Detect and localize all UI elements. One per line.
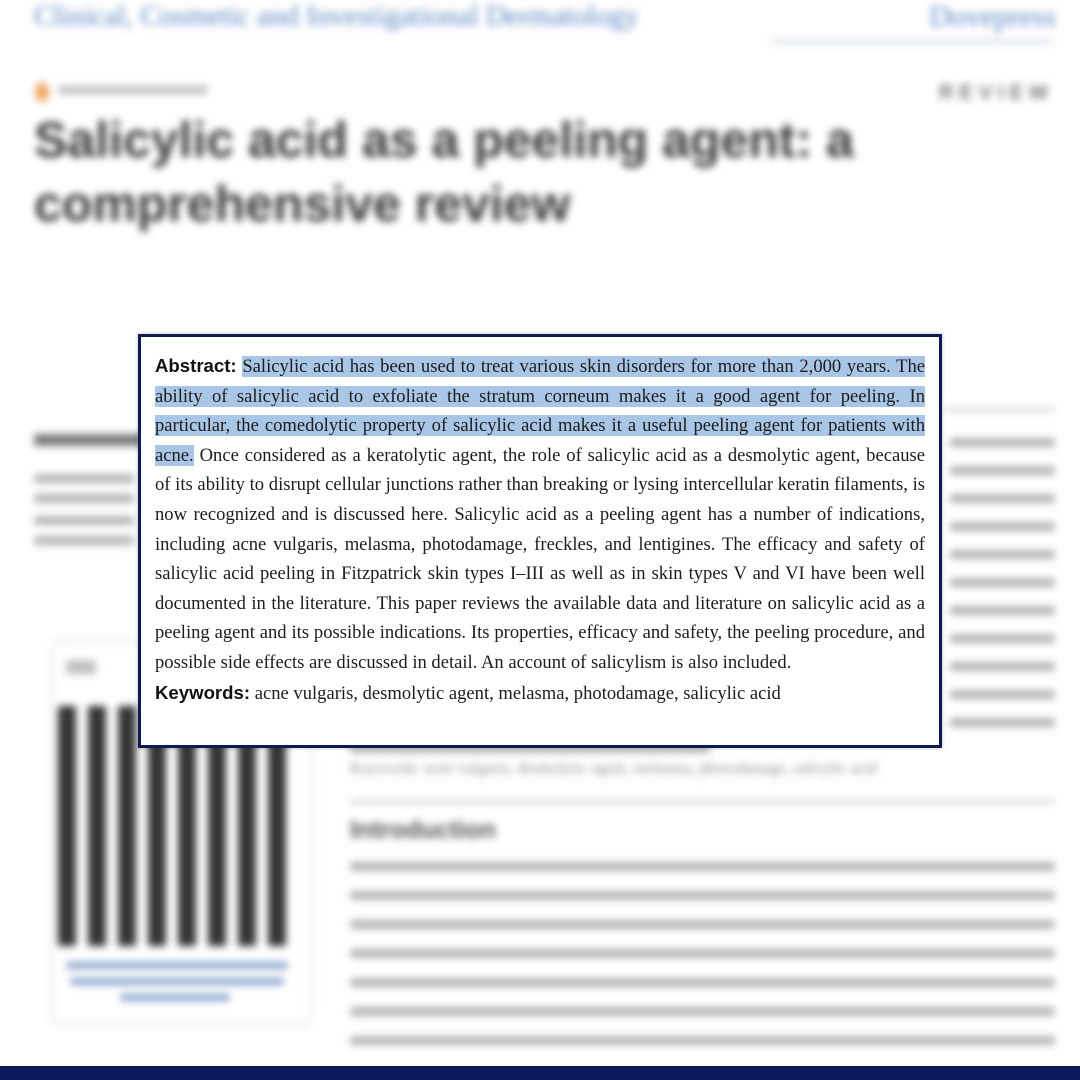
intro-text-line bbox=[350, 949, 1055, 958]
intro-text-line bbox=[350, 891, 1055, 900]
affiliation-line bbox=[34, 516, 134, 525]
abstract-label: Abstract: bbox=[155, 355, 237, 376]
intro-text-line bbox=[350, 920, 1055, 929]
intro-text-line bbox=[350, 1036, 1055, 1045]
open-access-icon bbox=[35, 82, 49, 102]
article-title: Salicylic acid as a peeling agent: a comprehensive review bbox=[34, 112, 854, 232]
column-text-line bbox=[950, 718, 1055, 727]
affiliation-line bbox=[34, 494, 134, 503]
intro-text-line bbox=[350, 978, 1055, 987]
column-text-line bbox=[950, 662, 1055, 671]
background-keywords: Keywords: acne vulgaris, desmolytic agent, melasma, photodamage, salicylic acid bbox=[350, 760, 877, 777]
arrow-icon bbox=[66, 660, 96, 674]
column-text-line bbox=[950, 578, 1055, 587]
article-type-tag: REVIEW bbox=[939, 82, 1054, 104]
column-text-line bbox=[950, 438, 1055, 447]
column-text-line bbox=[950, 606, 1055, 615]
keywords-label: Keywords: bbox=[155, 681, 251, 703]
column-text-line bbox=[950, 550, 1055, 559]
qr-caption-line bbox=[70, 978, 284, 985]
author-line bbox=[34, 434, 144, 446]
column-text-line bbox=[950, 494, 1055, 503]
qr-caption-line bbox=[120, 994, 230, 1001]
footer-band bbox=[0, 1066, 1080, 1080]
column-rule bbox=[945, 408, 1055, 411]
introduction-heading: Introduction bbox=[350, 816, 496, 844]
column-text-line bbox=[950, 466, 1055, 475]
publisher-underline bbox=[772, 40, 1052, 43]
affiliation-line bbox=[34, 474, 134, 483]
abstract-text[interactable]: Once considered as a keratolytic agent, the role of salicylic acid as a desmolytic agent, because of its ability to disrupt cellular junctions rather than breaking or lysing intercellular keratin filaments, is now recognized and is discussed here. Salicylic acid as a peeling agent has a number of indications, including acne vulgaris, melasma, photodamage, freckles, and lentigines. The efficacy and safety of salicylic acid peeling in Fitzpatrick skin types I–III as well as in skin types V and VI have been well documented in the literature. This paper reviews the available data and literature on salicylic acid as a peeling agent and its possible indications. Its properties, efficacy and safety, the peeling procedure, and possible side effects are discussed in detail. An account of salicylism is also included. bbox=[155, 444, 925, 673]
qr-caption-line bbox=[66, 962, 288, 969]
open-access-label bbox=[58, 86, 208, 94]
abstract-highlighted-text[interactable]: Salicylic acid has been used to treat various skin disorders for more than 2,000 years. The ability of salicylic acid to exfoliate the stratum corneum makes it a good agent for peeling. In particular, the comedolytic property of salicylic acid makes it a useful peeling agent for patients with acne. bbox=[155, 356, 926, 466]
column-text-line bbox=[950, 690, 1055, 699]
publisher-logo: Dovepress bbox=[929, 0, 1056, 33]
abstract-highlight-box bbox=[138, 334, 942, 748]
affiliation-line bbox=[34, 536, 134, 545]
column-text-line bbox=[950, 634, 1055, 643]
intro-text-line bbox=[350, 862, 1055, 871]
journal-name: Clinical, Cosmetic and Investigational Dermatology bbox=[34, 0, 639, 32]
intro-text-line bbox=[350, 1007, 1055, 1016]
column-text-line bbox=[950, 522, 1055, 531]
section-rule bbox=[350, 800, 1055, 803]
keywords-text[interactable]: acne vulgaris, desmolytic agent, melasma, photodamage, salicylic acid bbox=[250, 682, 781, 704]
